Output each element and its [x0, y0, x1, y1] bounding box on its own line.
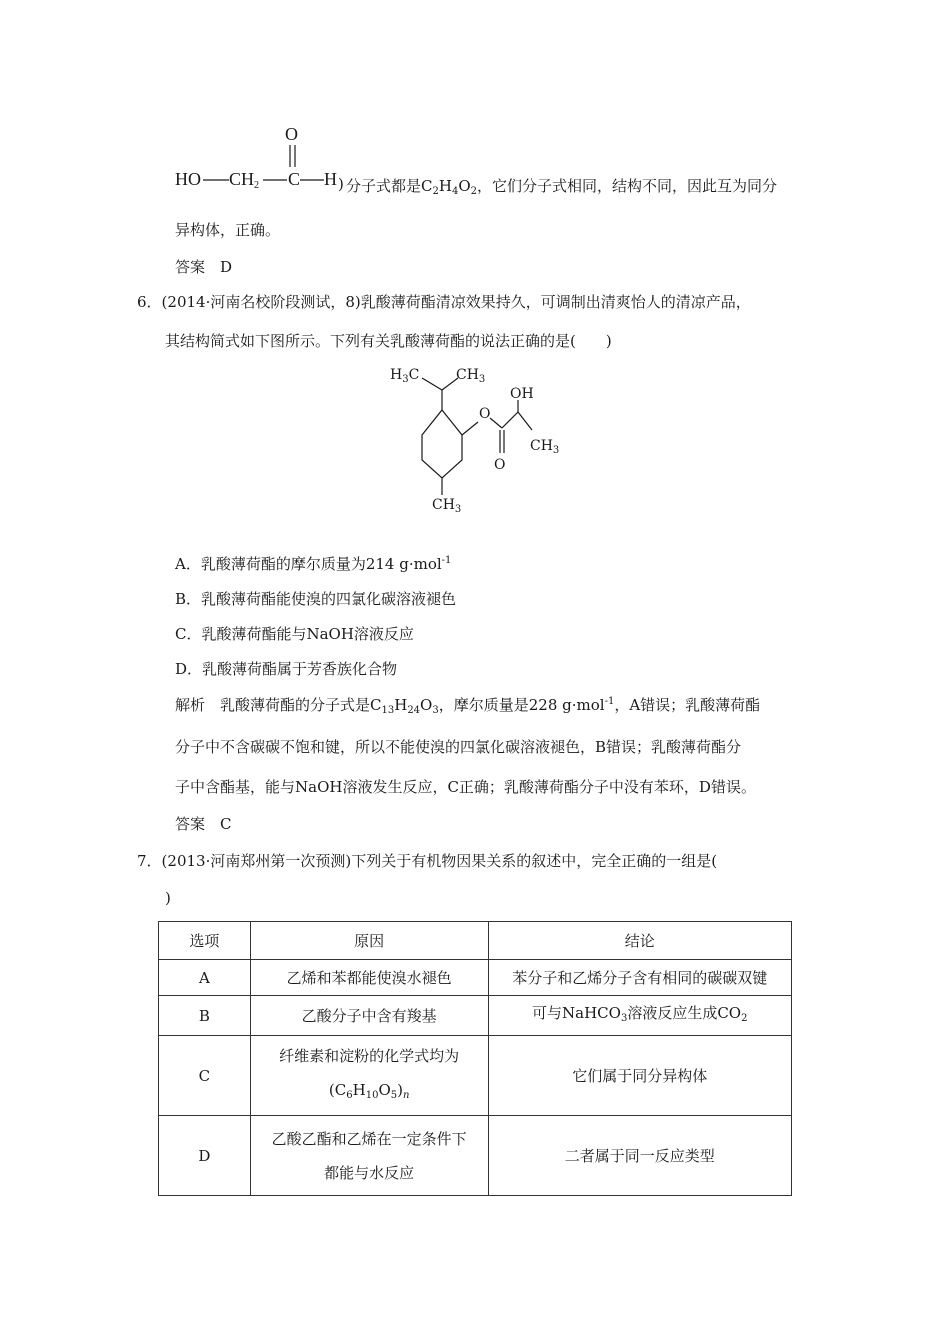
formula-bond-3 — [300, 172, 324, 188]
ester-oxygen-label: O — [479, 406, 491, 422]
table-row — [159, 996, 792, 1036]
table-row — [159, 960, 792, 996]
row-d-reason: 乙酸乙酯和乙烯在一定条件下 都能与水反应 — [250, 1116, 488, 1196]
formula-double-bond — [286, 145, 300, 167]
ch3-bottom-label: $CH_3$ — [432, 497, 462, 515]
h3c-label: $H_3C$ — [390, 367, 420, 385]
q6-option-b: B．乳酸薄荷酯能使溴的四氯化碳溶液褪色 — [175, 590, 457, 608]
oh-label: OH — [510, 386, 534, 402]
carbonyl-oxygen-label: O — [494, 457, 506, 473]
formula-bond-2 — [263, 172, 287, 188]
row-d-conclusion: 二者属于同一反应类型 — [488, 1116, 792, 1196]
formula-bond-1 — [203, 172, 229, 188]
q6-option-d: D．乳酸薄荷酯属于芳香族化合物 — [175, 660, 398, 678]
row-b-option: B — [159, 996, 251, 1036]
q7-stem-line-2: ) — [165, 889, 171, 907]
formula-carbonyl-oxygen: O — [285, 124, 298, 144]
row-a-conclusion: 苯分子和乙烯分子含有相同的碳碳双键 — [488, 960, 792, 996]
row-c-reason: 纤维素和淀粉的化学式均为 $(C_6H_{10}O_5)_n$ — [250, 1036, 488, 1116]
header-conclusion: 结论 — [488, 922, 792, 960]
row-b-reason: 乙酸分子中含有羧基 — [250, 996, 488, 1036]
row-c-option: C — [159, 1036, 251, 1116]
table-row — [159, 1116, 792, 1196]
q6-stem-line-1: 6．(2014·河南名校阶段测试，8)乳酸薄荷酯清凉效果持久，可调制出清爽怡人的清凉产品， — [137, 293, 751, 311]
row-a-option: A — [159, 960, 251, 996]
ch3-right-label: $CH_3$ — [530, 438, 560, 456]
row-c-conclusion: 它们属于同分异构体 — [488, 1036, 792, 1116]
formula-carbon: C — [288, 169, 301, 189]
q6-stem-line-2: 其结构简式如下图所示。下列有关乳酸薄荷酯的说法正确的是( ) — [165, 332, 612, 350]
q6-option-c: C．乳酸薄荷酯能与NaOH溶液反应 — [175, 625, 414, 643]
formula-close-paren: ) — [338, 175, 344, 193]
q6-analysis-line-2: 分子中不含碳碳不饱和键，所以不能使溴的四氯化碳溶液褪色，B错误；乳酸薄荷酯分 — [175, 738, 742, 756]
row-d-option: D — [159, 1116, 251, 1196]
formula-hydrogen: H — [324, 169, 337, 189]
prev-solution-line-1: 分子式都是$C_2H_4O_2$，它们分子式相同，结构不同，因此互为同分 — [346, 177, 778, 197]
prev-solution-line-2: 异构体，正确。 — [175, 221, 281, 239]
header-option: 选项 — [159, 922, 251, 960]
q6-analysis-line-1: 解析 乳酸薄荷酯的分子式是$C_{13}H_{24}O_3$，摩尔质量是228 g·mol$^{-1}$，A错误；乳酸薄荷酯 — [175, 696, 761, 716]
q6-option-a: A．乳酸薄荷酯的摩尔质量为214 g·mol$^{-1}$ — [175, 555, 452, 573]
row-b-conclusion: 可与NaHCO$_3$溶液反应生成$CO_2$ — [488, 996, 792, 1036]
formula-ho: HO — [175, 169, 201, 189]
table-header-row — [159, 922, 792, 960]
q7-stem-line-1: 7．(2013·河南郑州第一次预测)下列关于有机物因果关系的叙述中，完全正确的一组是( — [137, 852, 718, 870]
cyclohexane-ring — [422, 410, 462, 478]
formula-ch2: $CH_2$ — [229, 169, 260, 191]
q6-analysis-line-3: 子中含酯基，能与NaOH溶液发生反应，C正确；乳酸薄荷酯分子中没有苯环，D错误。 — [175, 778, 756, 796]
ch3-top-label: $CH_3$ — [456, 367, 486, 385]
prev-answer: 答案 D — [175, 258, 233, 276]
q6-answer: 答案 C — [175, 815, 232, 833]
row-a-reason: 乙烯和苯都能使溴水褪色 — [250, 960, 488, 996]
table-row — [159, 1036, 792, 1116]
header-reason: 原因 — [250, 922, 488, 960]
q7-options-table — [158, 921, 792, 1196]
